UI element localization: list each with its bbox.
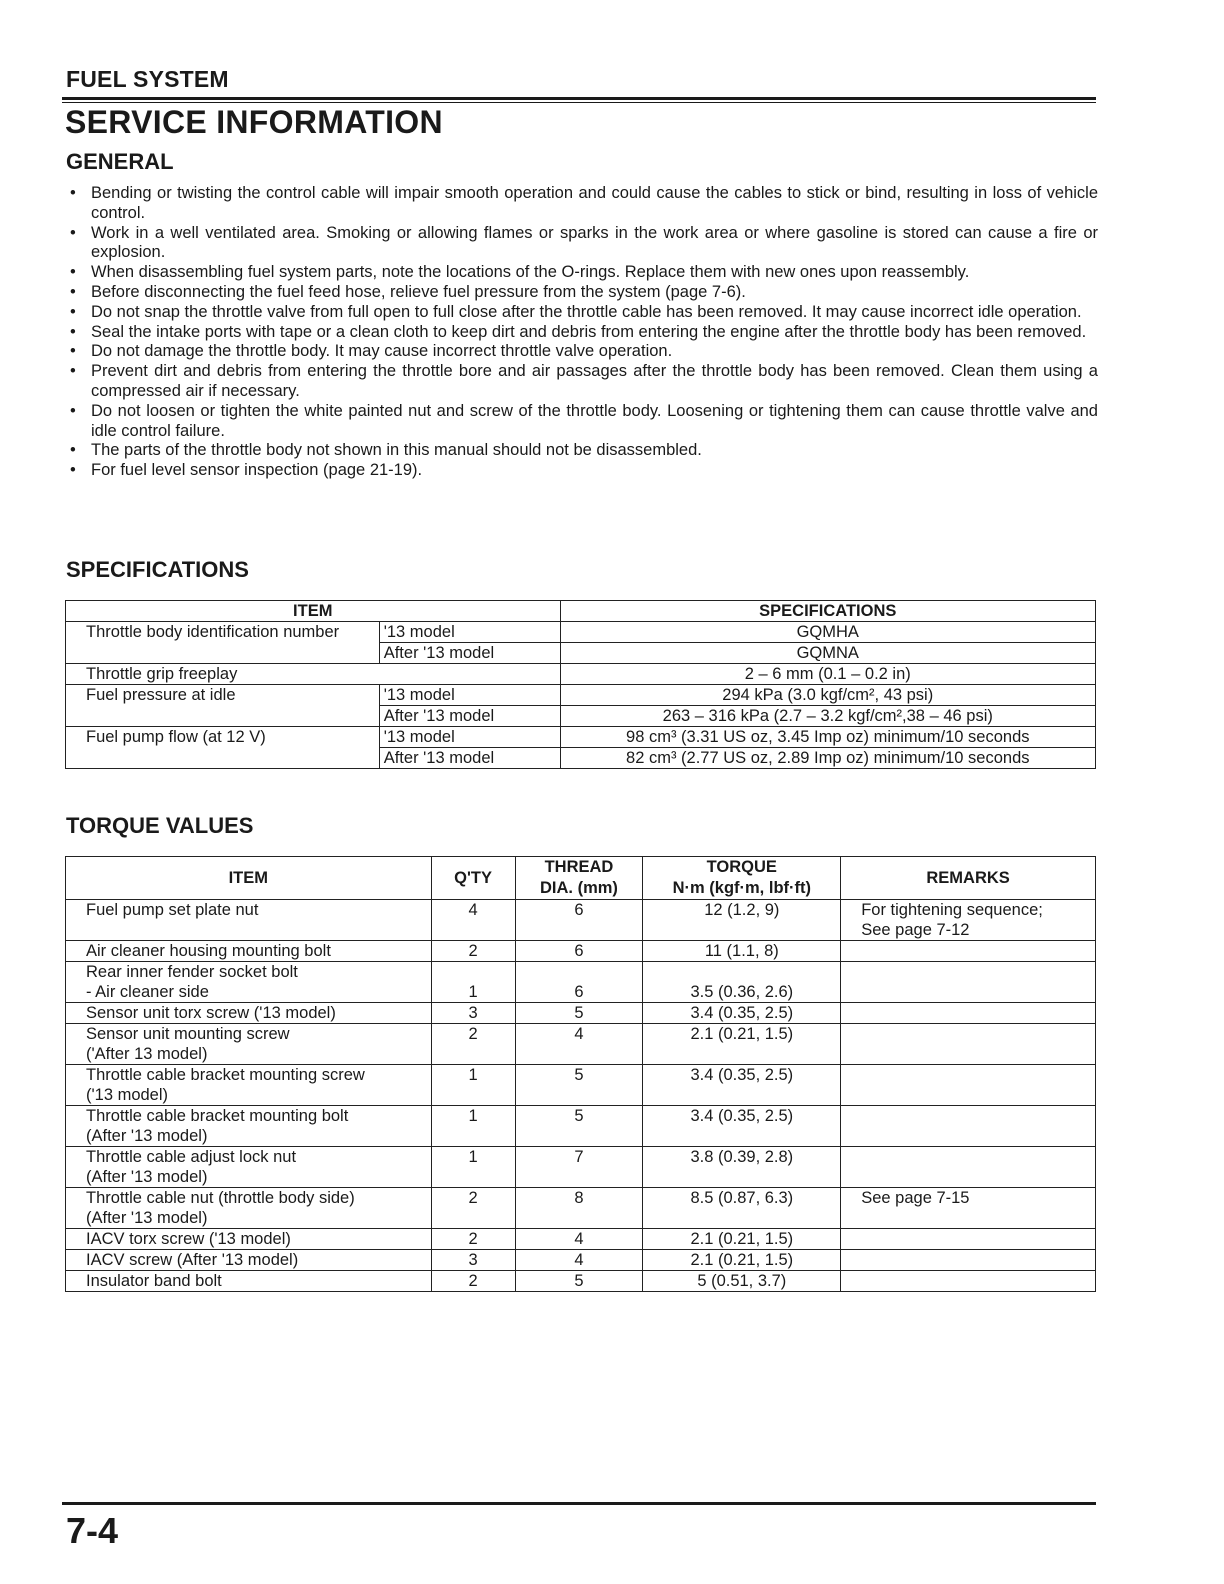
torque-value: 3.4 (0.35, 2.5) — [643, 1003, 841, 1024]
table-row — [66, 664, 1096, 685]
torque-remarks — [841, 962, 1096, 1003]
bullet-item: • Bending or twisting the control cable will impair smooth operation and could cause the cables to stick or bind, resulting in loss of vehicle control. — [70, 184, 1098, 224]
torque-item: Throttle cable bracket mounting bolt (After '13 model) — [66, 1106, 432, 1147]
bullet-item: • Do not loosen or tighten the white painted nut and screw of the throttle body. Loosening or tightening them can cause throttle valve and idle control failure. — [70, 402, 1098, 442]
torque-thread-dia: 5 — [515, 1106, 643, 1147]
spec-item: Throttle grip freeplay — [66, 664, 561, 685]
specifications-table — [65, 600, 1096, 769]
table-row — [66, 1229, 1096, 1250]
torque-remarks — [841, 1147, 1096, 1188]
torque-thread-dia: 8 — [515, 1188, 643, 1229]
torque-item: Rear inner fender socket bolt - Air cleaner side — [66, 962, 432, 1003]
spec-value: 294 kPa (3.0 kgf/cm², 43 psi) — [560, 685, 1095, 706]
header-rule-thin — [62, 102, 1096, 103]
torque-item: Throttle cable adjust lock nut (After '13 model) — [66, 1147, 432, 1188]
torque-value: 2.1 (0.21, 1.5) — [643, 1229, 841, 1250]
column-header-qty: Q'TY — [431, 857, 515, 900]
bullet-item: • The parts of the throttle body not shown in this manual should not be disassembled. — [70, 441, 1098, 461]
table-row — [66, 1147, 1096, 1188]
spec-value: GQMHA — [560, 622, 1095, 643]
torque-item: Throttle cable nut (throttle body side) (After '13 model) — [66, 1188, 432, 1229]
spec-value: 2 – 6 mm (0.1 – 0.2 in) — [560, 664, 1095, 685]
column-header-specifications: SPECIFICATIONS — [560, 601, 1095, 622]
torque-value: 3.4 (0.35, 2.5) — [643, 1065, 841, 1106]
table-row — [66, 900, 1096, 941]
torque-values-heading: TORQUE VALUES — [66, 813, 254, 838]
torque-remarks — [841, 1229, 1096, 1250]
footer-rule — [62, 1502, 1096, 1505]
torque-thread-dia: 4 — [515, 1229, 643, 1250]
torque-qty: 4 — [431, 900, 515, 941]
torque-thread-dia: 5 — [515, 1003, 643, 1024]
table-row — [66, 1065, 1096, 1106]
column-header-remarks: REMARKS — [841, 857, 1096, 900]
torque-remarks — [841, 941, 1096, 962]
torque-value: 5 (0.51, 3.7) — [643, 1271, 841, 1292]
table-row — [66, 941, 1096, 962]
spec-value: 82 cm³ (2.77 US oz, 2.89 Imp oz) minimum/10 seconds — [560, 748, 1095, 769]
bullet-item: • Do not damage the throttle body. It may cause incorrect throttle valve operation. — [70, 342, 1098, 362]
torque-item: Throttle cable bracket mounting screw ('13 model) — [66, 1065, 432, 1106]
spec-model: '13 model — [379, 685, 560, 706]
spec-item: Throttle body identification number — [66, 622, 380, 664]
spec-model: '13 model — [379, 622, 560, 643]
table-header-row — [66, 857, 1096, 900]
spec-value: 98 cm³ (3.31 US oz, 3.45 Imp oz) minimum/10 seconds — [560, 727, 1095, 748]
torque-value: 3.5 (0.36, 2.6) — [643, 962, 841, 1003]
torque-item: Sensor unit mounting screw ('After 13 model) — [66, 1024, 432, 1065]
torque-value: 8.5 (0.87, 6.3) — [643, 1188, 841, 1229]
bullet-item: • Do not snap the throttle valve from full open to full close after the throttle cable has been removed. It may cause incorrect idle operation. — [70, 303, 1098, 323]
torque-item: Air cleaner housing mounting bolt — [66, 941, 432, 962]
bullet-item: • For fuel level sensor inspection (page 21-19). — [70, 461, 1098, 481]
torque-thread-dia: 4 — [515, 1250, 643, 1271]
page-number: 7-4 — [66, 1510, 119, 1551]
page-title: SERVICE INFORMATION — [65, 104, 443, 140]
torque-qty: 3 — [431, 1003, 515, 1024]
torque-remarks — [841, 1003, 1096, 1024]
torque-qty: 2 — [431, 1271, 515, 1292]
table-row — [66, 1271, 1096, 1292]
torque-item: IACV torx screw ('13 model) — [66, 1229, 432, 1250]
torque-remarks: See page 7-15 — [841, 1188, 1096, 1229]
torque-thread-dia: 6 — [515, 962, 643, 1003]
table-row — [66, 622, 1096, 643]
torque-qty: 1 — [431, 962, 515, 1003]
torque-values-table — [65, 856, 1096, 1292]
torque-thread-dia: 5 — [515, 1271, 643, 1292]
torque-qty: 3 — [431, 1250, 515, 1271]
header-rule — [62, 97, 1096, 100]
column-header-torque: TORQUE N·m (kgf·m, lbf·ft) — [643, 857, 841, 900]
table-row — [66, 1250, 1096, 1271]
table-row — [66, 1003, 1096, 1024]
column-header-item: ITEM — [66, 857, 432, 900]
torque-value: 11 (1.1, 8) — [643, 941, 841, 962]
bullet-item: • When disassembling fuel system parts, note the locations of the O-rings. Replace them with new ones upon reassembly. — [70, 263, 1098, 283]
torque-remarks — [841, 1250, 1096, 1271]
torque-qty: 1 — [431, 1106, 515, 1147]
table-row — [66, 1188, 1096, 1229]
torque-thread-dia: 6 — [515, 900, 643, 941]
specifications-heading: SPECIFICATIONS — [66, 557, 249, 582]
spec-model: After '13 model — [379, 643, 560, 664]
torque-value: 2.1 (0.21, 1.5) — [643, 1250, 841, 1271]
general-bullet-list — [70, 184, 1098, 481]
spec-model: After '13 model — [379, 706, 560, 727]
table-row — [66, 1106, 1096, 1147]
torque-item: IACV screw (After '13 model) — [66, 1250, 432, 1271]
spec-item: Fuel pressure at idle — [66, 685, 380, 727]
torque-thread-dia: 4 — [515, 1024, 643, 1065]
table-row — [66, 1024, 1096, 1065]
spec-value: GQMNA — [560, 643, 1095, 664]
torque-value: 3.4 (0.35, 2.5) — [643, 1106, 841, 1147]
torque-remarks — [841, 1106, 1096, 1147]
bullet-item: • Seal the intake ports with tape or a clean cloth to keep dirt and debris from entering the engine after the throttle body has been removed. — [70, 323, 1098, 343]
spec-model: After '13 model — [379, 748, 560, 769]
torque-item: Sensor unit torx screw ('13 model) — [66, 1003, 432, 1024]
torque-remarks — [841, 1024, 1096, 1065]
torque-remarks: For tightening sequence; See page 7-12 — [841, 900, 1096, 941]
torque-remarks — [841, 1065, 1096, 1106]
torque-qty: 2 — [431, 941, 515, 962]
torque-thread-dia: 7 — [515, 1147, 643, 1188]
torque-qty: 1 — [431, 1147, 515, 1188]
torque-value: 2.1 (0.21, 1.5) — [643, 1024, 841, 1065]
torque-value: 12 (1.2, 9) — [643, 900, 841, 941]
spec-item: Fuel pump flow (at 12 V) — [66, 727, 380, 769]
torque-item: Insulator band bolt — [66, 1271, 432, 1292]
bullet-item: • Prevent dirt and debris from entering the throttle bore and air passages after the throttle body has been removed. Clean them using a compressed air if necessary. — [70, 362, 1098, 402]
torque-qty: 2 — [431, 1188, 515, 1229]
table-row — [66, 727, 1096, 748]
torque-remarks — [841, 1271, 1096, 1292]
spec-value: 263 – 316 kPa (2.7 – 3.2 kgf/cm²,38 – 46 psi) — [560, 706, 1095, 727]
spec-model: '13 model — [379, 727, 560, 748]
section-header: FUEL SYSTEM — [66, 66, 229, 92]
torque-qty: 1 — [431, 1065, 515, 1106]
torque-qty: 2 — [431, 1024, 515, 1065]
torque-item: Fuel pump set plate nut — [66, 900, 432, 941]
table-row — [66, 962, 1096, 1003]
general-heading: GENERAL — [66, 149, 174, 174]
bullet-item: • Before disconnecting the fuel feed hose, relieve fuel pressure from the system (page 7-6). — [70, 283, 1098, 303]
torque-qty: 2 — [431, 1229, 515, 1250]
table-header-row — [66, 601, 1096, 622]
column-header-thread-dia: THREAD DIA. (mm) — [515, 857, 643, 900]
table-row — [66, 685, 1096, 706]
bullet-item: • Work in a well ventilated area. Smoking or allowing flames or sparks in the work area or where gasoline is stored can cause a fire or explosion. — [70, 224, 1098, 264]
column-header-item: ITEM — [66, 601, 561, 622]
torque-value: 3.8 (0.39, 2.8) — [643, 1147, 841, 1188]
torque-thread-dia: 5 — [515, 1065, 643, 1106]
torque-thread-dia: 6 — [515, 941, 643, 962]
